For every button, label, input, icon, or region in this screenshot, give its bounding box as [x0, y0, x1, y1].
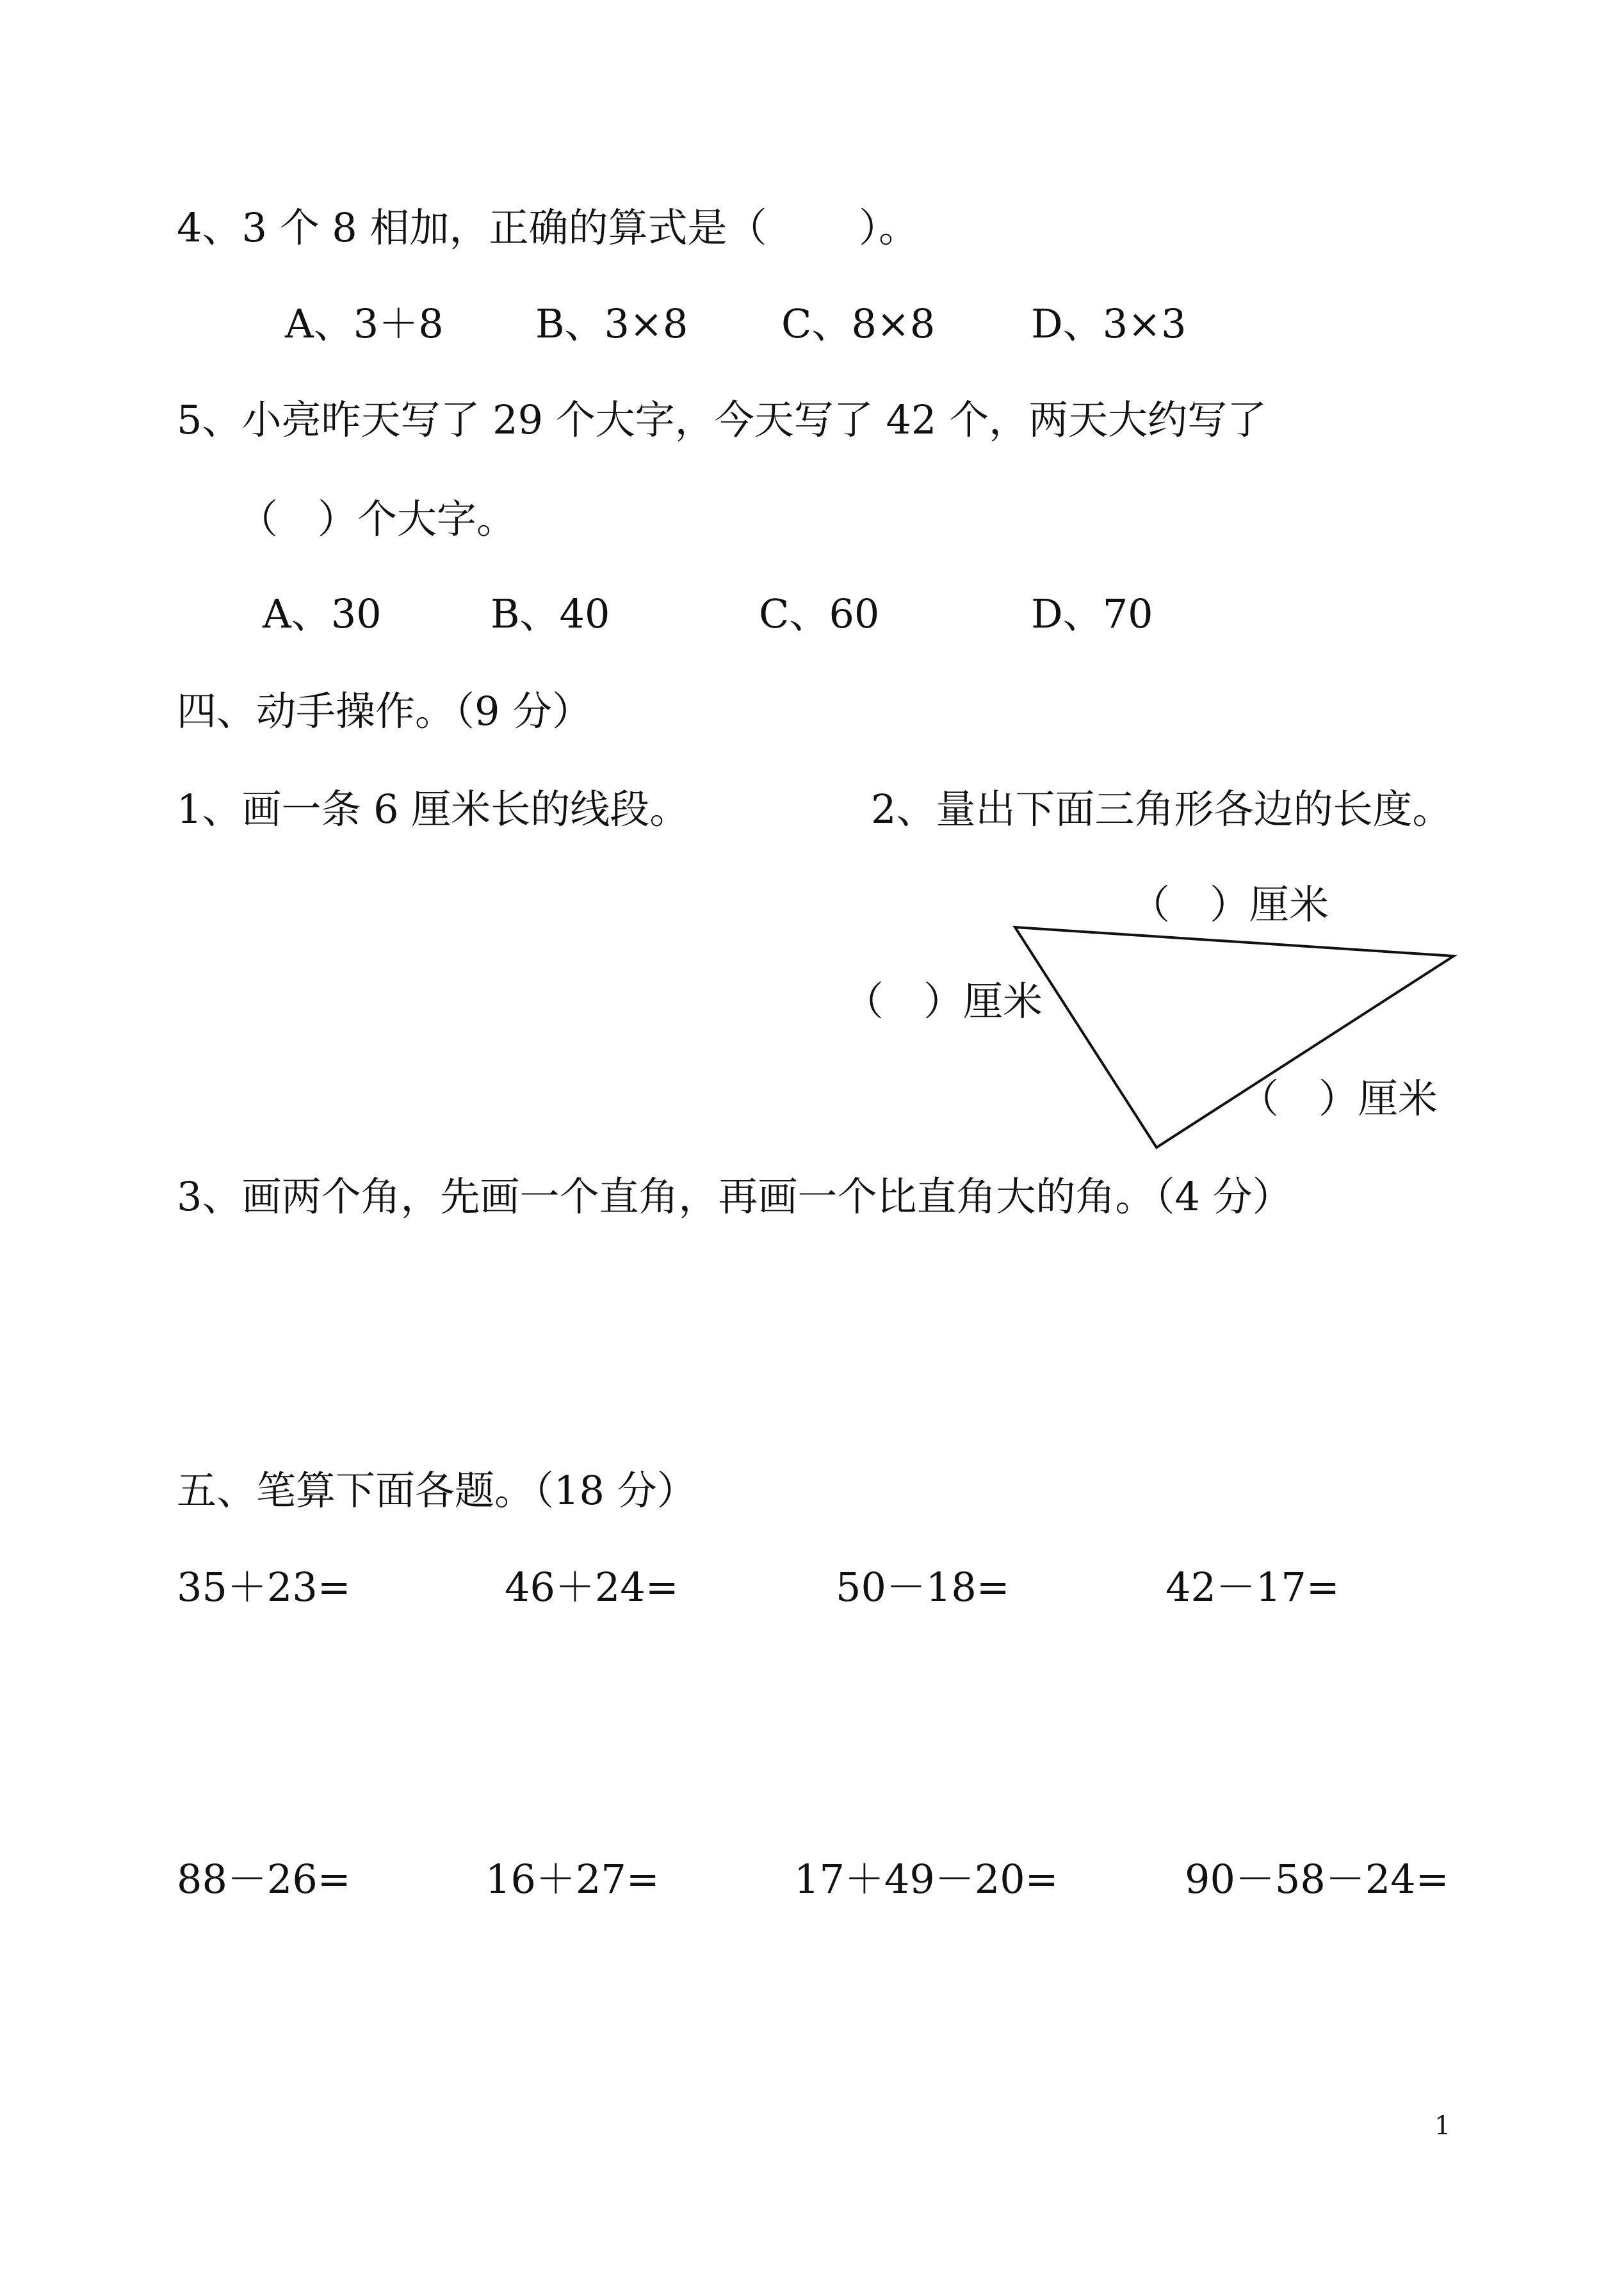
task-3: 3、画两个角，先画一个直角，再画一个比直角大的角。（4 分） — [177, 1173, 1292, 1220]
page-number: 1 — [1434, 2111, 1451, 2141]
question-5-line1: 5、小亮昨天写了 29 个大字，今天写了 42 个，两天大约写了 — [177, 396, 1267, 443]
task-2: 2、量出下面三角形各边的长度。 — [871, 786, 1452, 832]
calc-2: 46＋24= — [505, 1564, 679, 1610]
q4-option-c: C、8×8 — [781, 300, 936, 347]
section-5-title: 五、笔算下面各题。（18 分） — [177, 1467, 697, 1514]
calc-1: 35＋23= — [177, 1564, 351, 1610]
q5-option-a: A、30 — [263, 590, 382, 637]
calc-3: 50－18= — [836, 1564, 1010, 1610]
calc-7: 17＋49－20= — [794, 1856, 1059, 1902]
question-5-line2: （ ）个大字。 — [238, 496, 517, 542]
calc-6: 16＋27= — [485, 1856, 660, 1902]
calc-5: 88－26= — [177, 1856, 351, 1902]
calc-8: 90－58－24= — [1185, 1856, 1449, 1902]
calc-4: 42－17= — [1165, 1564, 1340, 1610]
q4-option-d: D、3×3 — [1031, 300, 1187, 347]
q5-option-d: D、70 — [1031, 590, 1153, 637]
question-4: 4、3 个 8 相加，正确的算式是（ ）。 — [177, 204, 919, 251]
task-1: 1、画一条 6 厘米长的线段。 — [177, 786, 690, 832]
section-4-title: 四、动手操作。（9 分） — [177, 688, 592, 734]
q4-option-b: B、3×8 — [535, 300, 688, 347]
triangle-top-side-label: （ ）厘米 — [1130, 881, 1329, 928]
q5-option-b: B、40 — [491, 590, 610, 637]
q4-option-a: A、3＋8 — [285, 300, 444, 347]
triangle-right-side-label: （ ）厘米 — [1239, 1075, 1438, 1122]
q5-option-c: C、60 — [759, 590, 880, 637]
triangle-left-side-label: （ ）厘米 — [844, 978, 1043, 1025]
